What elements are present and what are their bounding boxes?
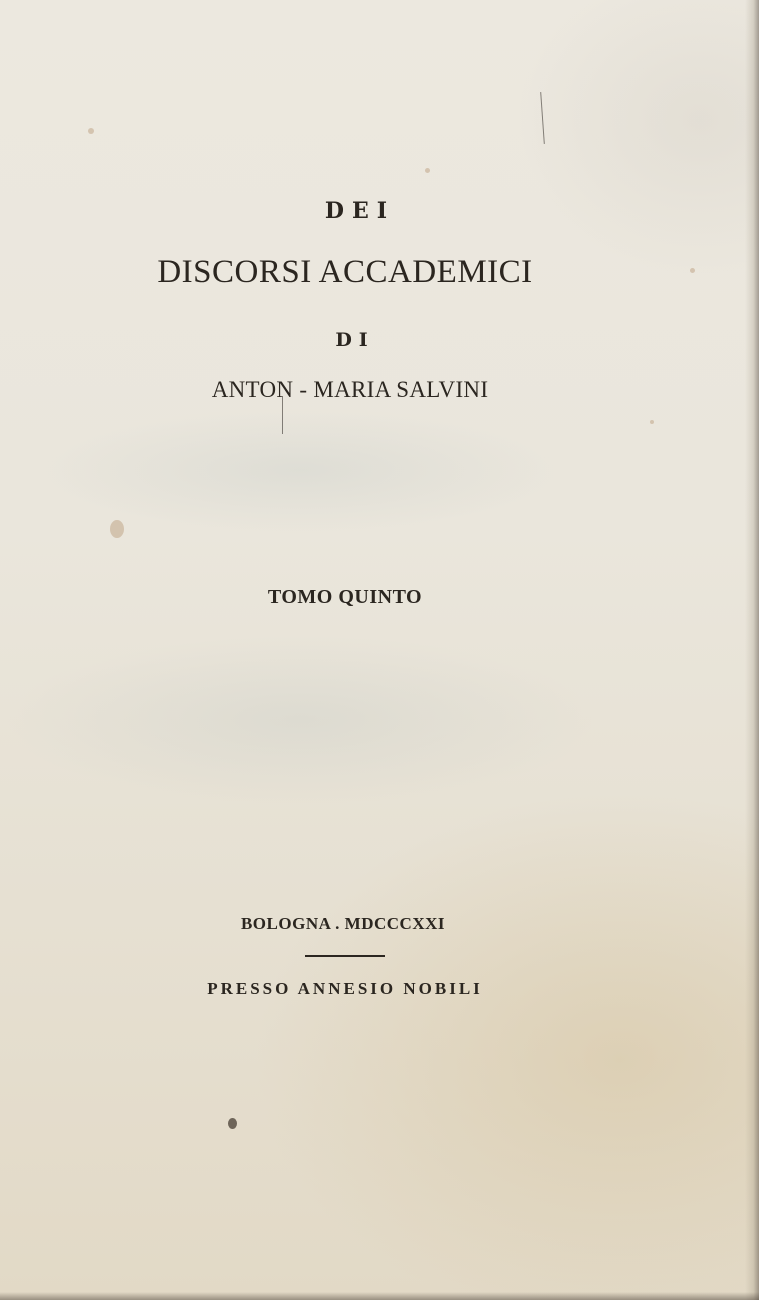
imprint-printer: PRESSO ANNESIO NOBILI	[207, 979, 483, 998]
main-title: DISCORSI ACCADEMICI	[157, 254, 533, 290]
foxing-spot	[650, 420, 654, 424]
title-line-dei: DEI	[324, 198, 396, 224]
foxing-spot	[110, 520, 124, 538]
page-edge-bottom	[0, 1292, 759, 1300]
foxing-spot	[88, 128, 94, 134]
imprint-place-year: BOLOGNA . MDCCCXXI	[240, 914, 446, 933]
foxing-spot	[690, 268, 695, 273]
imprint-rule	[305, 955, 385, 957]
paper-fibre	[540, 92, 545, 144]
page-edge-right	[745, 0, 759, 1300]
volume-label: TOMO QUINTO	[267, 586, 423, 608]
foxing-spot	[425, 168, 430, 173]
author-name: ANTON - MARIA SALVINI	[211, 377, 489, 402]
foxing-spot	[228, 1118, 237, 1129]
title-line-di: DI	[335, 329, 375, 351]
